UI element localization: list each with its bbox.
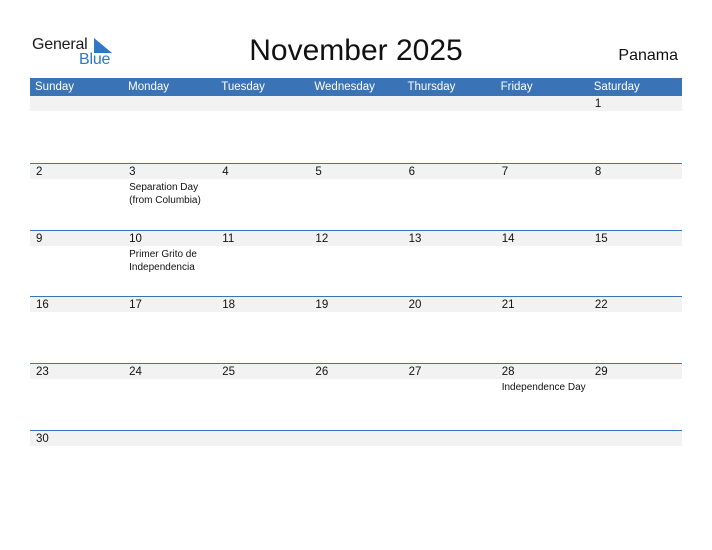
calendar-week <box>30 430 682 445</box>
day-number: 18 <box>222 299 236 311</box>
day-cell <box>589 364 682 430</box>
logo-text-general: General <box>32 36 88 53</box>
day-number: 11 <box>222 233 235 245</box>
day-cell <box>403 231 496 297</box>
day-cell <box>309 164 402 230</box>
day-cell <box>216 297 309 363</box>
day-cell <box>403 431 496 497</box>
weekday-saturday: Saturday <box>593 81 640 93</box>
day-number: 20 <box>408 299 422 311</box>
day-cell <box>216 231 309 297</box>
day-number: 22 <box>594 299 608 311</box>
weekday-monday: Monday <box>128 81 170 93</box>
weekday-thursday: Thursday <box>407 81 456 93</box>
day-cell <box>30 164 123 230</box>
day-cell <box>216 96 309 162</box>
day-cell <box>309 431 402 497</box>
day-number: 7 <box>501 166 509 178</box>
day-number: 13 <box>408 233 422 245</box>
holiday-label: Primer Grito de Independencia <box>129 249 197 273</box>
weekday-sunday: Sunday <box>35 81 75 93</box>
day-cell <box>589 431 682 497</box>
day-cell <box>309 231 402 297</box>
day-number: 10 <box>129 233 142 245</box>
day-cell <box>216 364 309 430</box>
day-number: 6 <box>408 166 415 178</box>
day-cell <box>589 297 682 363</box>
day-number: 5 <box>315 166 322 178</box>
day-cell <box>589 164 682 230</box>
day-cell <box>30 96 123 162</box>
day-number: 4 <box>222 166 229 178</box>
day-cell <box>589 96 682 162</box>
weekday-friday: Friday <box>500 81 533 93</box>
weekday-header <box>30 78 682 96</box>
holiday-label: Separation Day (from Columbia) <box>129 182 201 206</box>
day-number: 23 <box>36 366 49 378</box>
day-number: 16 <box>36 299 49 311</box>
day-number: 21 <box>501 299 515 311</box>
day-number: 3 <box>129 166 136 178</box>
page-title: November 2025 <box>249 34 463 67</box>
day-cell <box>123 231 216 297</box>
country-label: Panama <box>618 47 678 64</box>
day-cell <box>403 297 496 363</box>
weekday-wednesday: Wednesday <box>314 81 375 93</box>
day-number: 26 <box>315 366 329 378</box>
day-cell <box>123 164 216 230</box>
day-cell <box>403 96 496 162</box>
day-cell <box>496 431 589 497</box>
calendar-week <box>30 163 682 206</box>
day-cell <box>309 96 402 162</box>
weekday-tuesday: Tuesday <box>221 81 265 93</box>
day-cell <box>123 431 216 497</box>
day-cell <box>496 231 589 297</box>
day-number: 30 <box>36 433 49 445</box>
day-cell <box>123 297 216 363</box>
day-number: 17 <box>129 299 142 311</box>
day-number: 19 <box>315 299 329 311</box>
day-number: 27 <box>408 366 422 378</box>
day-number: 24 <box>129 366 142 378</box>
day-cell <box>309 297 402 363</box>
day-number: 28 <box>501 366 515 378</box>
day-cell <box>216 164 309 230</box>
day-cell <box>496 164 589 230</box>
calendar-week <box>30 296 682 311</box>
day-cell <box>309 364 402 430</box>
day-cell <box>30 364 123 430</box>
day-number: 1 <box>594 98 602 110</box>
day-cell <box>216 431 309 497</box>
day-number: 29 <box>594 366 608 378</box>
day-cell <box>30 231 123 297</box>
day-cell <box>123 364 216 430</box>
day-number: 12 <box>315 233 329 245</box>
holiday-label: Independence Day <box>501 382 586 393</box>
day-number: 15 <box>594 233 608 245</box>
calendar-week <box>30 363 682 393</box>
day-cell <box>589 231 682 297</box>
day-cell <box>403 164 496 230</box>
day-cell <box>30 431 123 497</box>
day-cell <box>30 297 123 363</box>
day-cell <box>496 297 589 363</box>
day-cell <box>123 96 216 162</box>
day-number: 2 <box>36 166 43 178</box>
day-number: 8 <box>594 166 602 178</box>
day-number: 14 <box>501 233 515 245</box>
logo-text-blue: Blue <box>79 51 111 68</box>
calendar-week <box>30 230 682 273</box>
day-cell <box>496 96 589 162</box>
day-cell <box>403 364 496 430</box>
day-number: 25 <box>222 366 236 378</box>
day-cell <box>496 364 589 430</box>
day-number: 9 <box>36 233 43 245</box>
